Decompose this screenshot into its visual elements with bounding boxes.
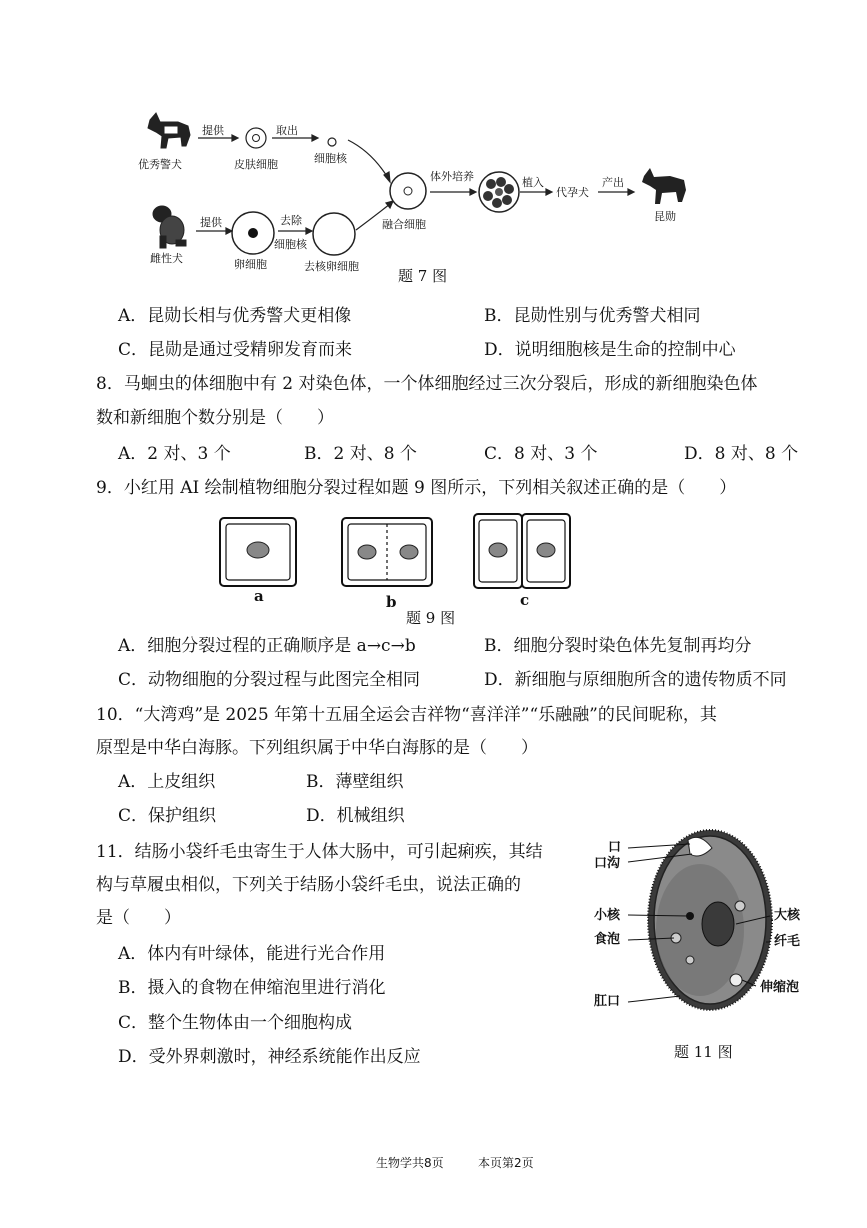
skin-cell-icon — [246, 128, 266, 148]
take-out-label: 取出 — [276, 124, 298, 137]
label-contractile-vacuole: 伸缩泡 — [760, 980, 800, 995]
figure-7-diagram — [0, 0, 867, 300]
cell-a — [220, 518, 296, 586]
q7-option-d[interactable]: D．说明细胞核是生命的控制中心 — [484, 340, 736, 360]
q8-option-a[interactable]: A．2 对、3 个 — [118, 444, 231, 464]
fused-cell-label: 融合细胞 — [382, 218, 426, 231]
police-dog-icon — [148, 113, 190, 148]
nucleus-label: 细胞核 — [314, 152, 347, 165]
egg-cell-label: 卵细胞 — [234, 258, 267, 271]
produce-label: 产出 — [602, 176, 624, 189]
q11-stem-line-3: 是（ ） — [96, 908, 181, 928]
q11-stem-line-2: 构与草履虫相似，下列关于结肠小袋纤毛虫，说法正确的 — [96, 875, 521, 895]
female-dog-label: 雌性犬 — [150, 252, 183, 265]
egg-cell-icon — [232, 212, 274, 254]
cell-c — [474, 514, 570, 588]
q11-option-b[interactable]: B．摄入的食物在伸缩泡里进行消化 — [118, 978, 386, 998]
q11-stem-line-1: 11．结肠小袋纤毛虫寄生于人体大肠中，可引起痢疾，其结 — [96, 842, 543, 862]
arrow-provide-label-1: 提供 — [202, 124, 224, 137]
footer-total-pages: 生物学共8页 — [376, 1156, 444, 1170]
q8-option-d[interactable]: D．8 对、8 个 — [684, 444, 799, 464]
label-food-vacuole: 食泡 — [594, 932, 621, 947]
embryo-icon — [479, 172, 519, 212]
enucleated-egg-label: 去核卵细胞 — [304, 260, 359, 273]
q8-stem-line-2: 数和新细胞个数分别是（ ） — [96, 408, 334, 428]
q7-option-a[interactable]: A．昆勋长相与优秀警犬更相像 — [118, 306, 352, 326]
label-macronucleus: 大核 — [774, 908, 801, 923]
implant-label: 植入 — [522, 176, 544, 189]
nucleus-icon — [328, 138, 336, 146]
cell-b — [342, 518, 432, 586]
q10-stem-line-1: 10．“大湾鸡”是 2025 年第十五届全运会吉祥物“喜洋洋”“乐融融”的民间昵称，其 — [96, 705, 717, 725]
police-dog-label: 优秀警犬 — [138, 158, 182, 171]
q7-option-c[interactable]: C．昆勋是通过受精卵发育而来 — [118, 340, 353, 360]
female-dog-icon — [153, 206, 186, 248]
q11-option-a[interactable]: A．体内有叶绿体，能进行光合作用 — [118, 944, 386, 964]
in-vitro-culture-label: 体外培养 — [430, 170, 474, 183]
q9-stem-line-1: 9．小红用 AI 绘制植物细胞分裂过程如题 9 图所示，下列相关叙述正确的是（ ） — [96, 478, 737, 498]
label-cilia: 纤毛 — [774, 934, 801, 949]
macronucleus-shape — [702, 902, 734, 946]
surrogate-label: 代孕犬 — [556, 186, 589, 199]
contractile-vacuole-shape — [730, 974, 742, 986]
label-micronucleus: 小核 — [594, 908, 621, 923]
q9-option-d[interactable]: D．新细胞与原细胞所含的遗传物质不同 — [484, 670, 787, 690]
remove-label-1: 去除 — [280, 214, 302, 227]
q10-option-a[interactable]: A．上皮组织 — [118, 772, 216, 792]
fused-cell-icon — [390, 173, 426, 209]
label-oral-groove: 口沟 — [594, 856, 621, 871]
q10-option-c[interactable]: C．保护组织 — [118, 806, 217, 826]
cell-b-label: b — [386, 593, 397, 611]
figure-9-diagram — [0, 510, 867, 610]
kunxun-label: 昆勋 — [654, 210, 676, 223]
arrow-provide-label-2: 提供 — [200, 216, 222, 229]
remove-label-2: 细胞核 — [274, 238, 307, 251]
kunxun-dog-icon — [642, 168, 686, 204]
label-mouth: 口 — [608, 840, 622, 855]
q11-option-c[interactable]: C．整个生物体由一个细胞构成 — [118, 1013, 353, 1033]
enucleated-egg-icon — [313, 213, 355, 255]
cell-a-label: a — [254, 587, 264, 605]
q9-option-b[interactable]: B．细胞分裂时染色体先复制再均分 — [484, 636, 752, 656]
q8-option-c[interactable]: C．8 对、3 个 — [484, 444, 598, 464]
q8-stem-line-1: 8．马蛔虫的体细胞中有 2 对染色体，一个体细胞经过三次分裂后，形成的新细胞染色体 — [96, 374, 758, 394]
figure-11-caption: 题 11 图 — [674, 1043, 733, 1061]
q7-option-b[interactable]: B．昆勋性别与优秀警犬相同 — [484, 306, 701, 326]
q10-option-d[interactable]: D．机械组织 — [306, 806, 405, 826]
skin-cell-label: 皮肤细胞 — [234, 158, 278, 171]
q9-option-c[interactable]: C．动物细胞的分裂过程与此图完全相同 — [118, 670, 421, 690]
footer-current-page: 本页第2页 — [478, 1156, 534, 1170]
q9-option-a[interactable]: A．细胞分裂过程的正确顺序是 a→c→b — [118, 636, 416, 656]
q11-option-d[interactable]: D．受外界刺激时，神经系统能作出反应 — [118, 1047, 421, 1067]
figure-11-diagram — [0, 820, 867, 1050]
figure-9-caption: 题 9 图 — [406, 609, 456, 627]
cell-c-label: c — [520, 591, 530, 609]
figure-7-caption: 题 7 图 — [398, 267, 448, 285]
q8-option-b[interactable]: B．2 对、8 个 — [304, 444, 417, 464]
q10-stem-line-2: 原型是中华白海豚。下列组织属于中华白海豚的是（ ） — [96, 738, 538, 758]
label-anus: 肛口 — [594, 994, 621, 1009]
q10-option-b[interactable]: B．薄壁组织 — [306, 772, 404, 792]
